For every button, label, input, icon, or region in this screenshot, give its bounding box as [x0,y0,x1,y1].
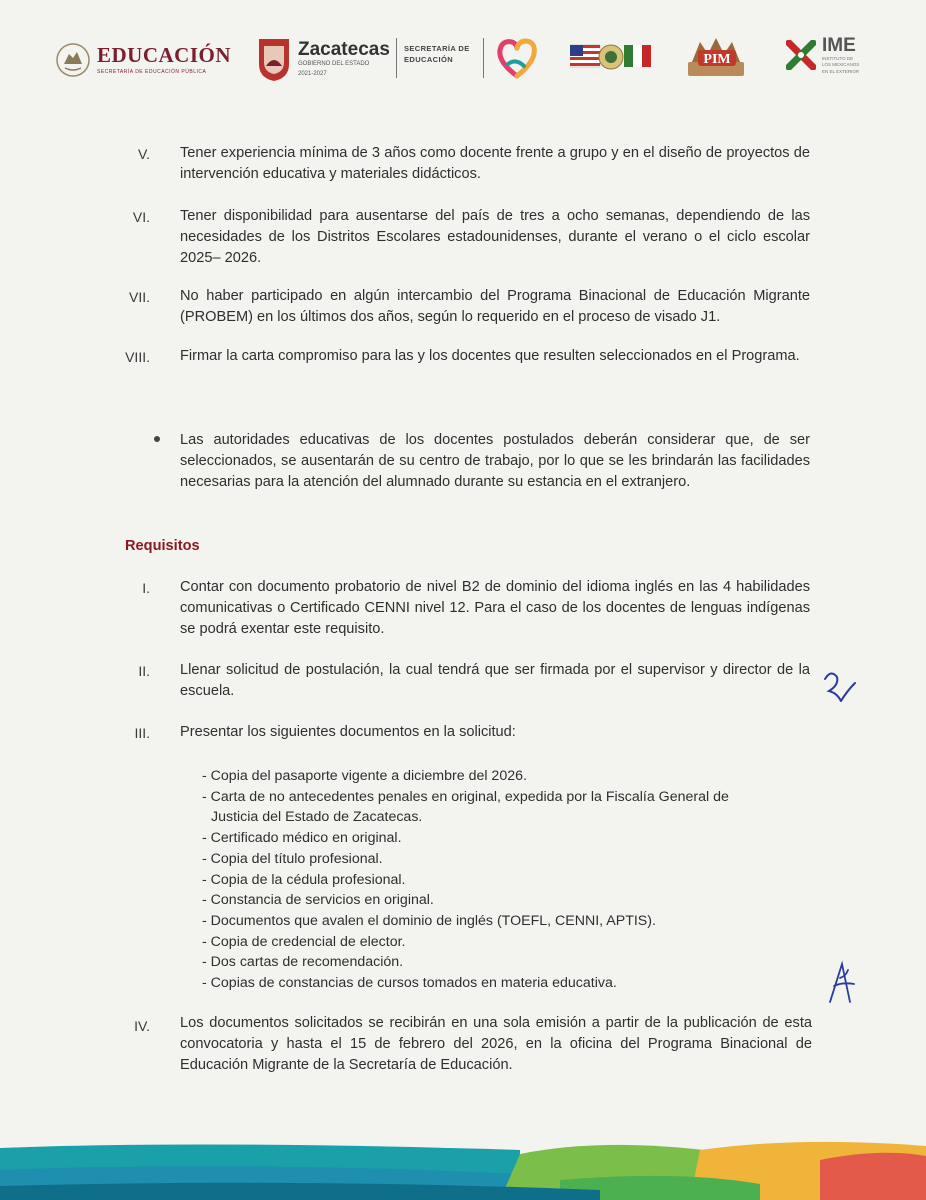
heart-logo [494,36,540,80]
heart-icon [494,36,540,80]
educacion-title: EDUCACIÓN [97,43,232,67]
header-divider [396,38,397,78]
document-item: - Documentos que avalen el dominio de inglés (TOEFL, CENNI, APTIS). [202,912,656,929]
req-number-iv: IV. [134,1018,150,1034]
footer-color-band [0,1140,926,1200]
zacatecas-subtitle-1: GOBIERNO DEL ESTADO [298,61,370,68]
item-text-viii: Firmar la carta compromiso para las y los docentes que resulten seleccionados en el Programa. [180,348,800,364]
document-item: - Carta de no antecedentes penales en original, expedida por la Fiscalía General de [202,788,729,805]
usa-mexico-flags-icon [570,42,652,72]
req-number-ii: II. [138,663,150,679]
document-item: - Certificado médico en original. [202,830,402,847]
zacatecas-title: Zacatecas [298,39,390,61]
secretaria-line-1: SECRETARÍA DE [404,44,470,53]
ime-subtitle-3: EN EL EXTERIOR [822,68,860,74]
item-text-vi: Tener disponibilidad para ausentarse del país de tres a ocho semanas, dependiendo de las necesidades de los Distritos Escolares estadounidenses, durante el verano o el ciclo escolar 2025– 2026. [180,208,810,266]
req-text-iv: Los documentos solicitados se recibirán en una sola emisión a partir de la publicación de esta convocatoria y hasta el 15 de febrero del 2026, en la oficina del Programa Binacional de Educación Migrante de la Secretaría de Educación. [180,1015,812,1073]
handwritten-initial-mark [815,665,865,715]
document-item: - Copias de constancias de cursos tomados en materia educativa. [202,975,617,992]
document-item: - Copia del título profesional. [202,850,383,867]
zacatecas-subtitle-2: 2021-2027 [298,70,327,77]
item-number-vii: VII. [128,289,150,305]
bullet-dot [154,436,160,442]
document-item: - Copia del pasaporte vigente a diciembre del 2026. [202,768,527,784]
item-number-vi: VI. [132,209,150,225]
req-text-i: Contar con documento probatorio de nivel B2 de dominio del idioma inglés en las 4 habilidades comunicativas o Certificado CENNI nivel 12. Para el caso de los docentes de lenguas indígenas se podrá exentar este requisito. [180,579,810,637]
header-logos [0,28,926,88]
ime-cross-icon [786,40,816,70]
ime-subtitle-1: INSTITUTO DE [822,56,854,61]
document-item: - Constancia de servicios en original. [202,892,434,909]
documents-list [202,766,802,994]
item-number-viii: VIII. [125,349,150,365]
req-number-iii: III. [134,725,150,741]
item-text-vii: No haber participado en algún intercambio del Programa Binacional de Educación Migrante (PROBEM) en los últimos dos años, según lo requerido en el proceso de visado J1. [180,288,810,325]
document-item: Justicia del Estado de Zacatecas. [211,809,423,826]
secretaria-line-2: EDUCACIÓN [404,54,454,64]
zacatecas-shield-icon [256,36,292,82]
secretaria-educacion-label [404,44,470,65]
document-item: - Dos cartas de recomendación. [202,954,404,971]
bullet-note-text: Las autoridades educativas de los docentes postulados deberán considerar que, de ser seleccionados, se ausentarán de su centro de trabajo, por lo que se les brindarán las facilidades necesarias para la atención del alumnado durante su estancia en el extranjero. [180,432,810,490]
document-item: - Copia de la cédula profesional. [202,871,406,888]
req-text-ii: Llenar solicitud de postulación, la cual tendrá que ser firmada por el supervisor y director de la escuela. [180,662,810,699]
header-divider-2 [483,38,484,78]
ime-subtitle-2: LOS MEXICANOS [822,62,860,68]
zacatecas-logo [256,36,390,82]
pim-logo [680,32,752,80]
req-number-i: I. [142,580,150,596]
ime-title: IME [822,35,856,56]
req-text-iii: Presentar los siguientes documentos en la solicitud: [180,724,516,740]
eagle-emblem-icon [55,42,91,78]
item-text-v: Tener experiencia mínima de 3 años como docente frente a grupo y en el diseño de proyectos de intervención educativa y materiales didácticos. [180,145,810,182]
handwritten-signature-mark [822,958,862,1008]
flags-logo [570,42,652,72]
educacion-logo [55,42,231,78]
pim-emblem-icon [680,32,752,80]
educacion-subtitle: SECRETARÍA DE EDUCACIÓN PÚBLICA [97,69,207,75]
ime-logo [786,36,859,74]
pim-label: PIM [703,52,731,67]
document-item: - Copia de credencial de elector. [202,933,406,950]
item-number-v: V. [138,146,150,162]
section-heading-requisitos: Requisitos [125,538,200,554]
